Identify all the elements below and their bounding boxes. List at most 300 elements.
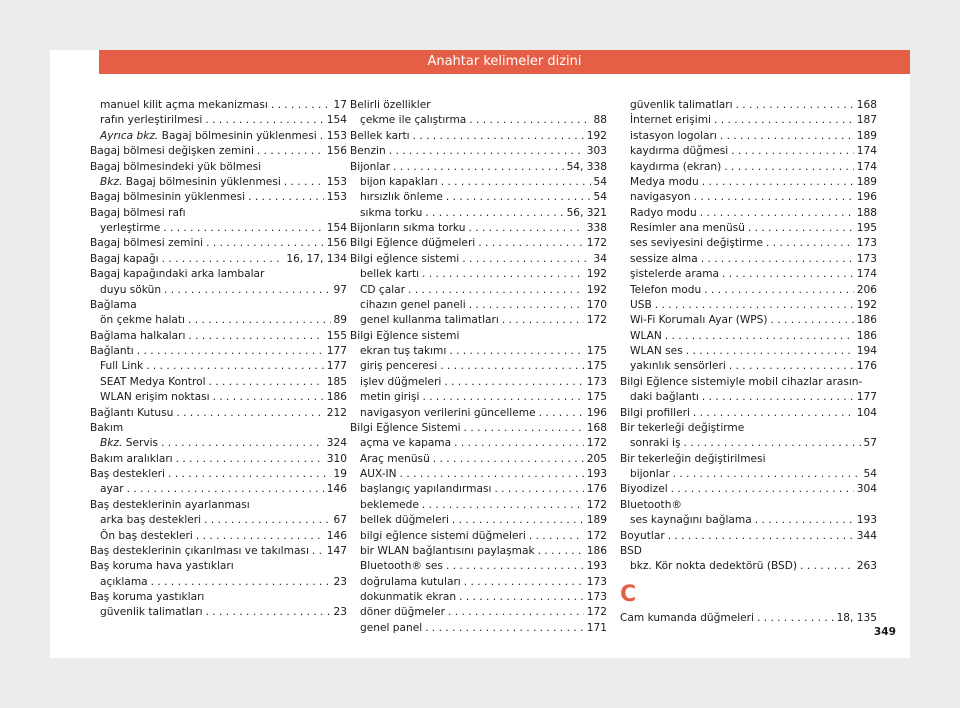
index-entry-page: 54 <box>863 468 877 480</box>
index-entry-text: ses seviyesini değiştirme <box>630 237 763 250</box>
index-entry-page: 189 <box>856 175 877 188</box>
index-column-3-part-b <box>620 611 877 626</box>
index-entry-page: 194 <box>856 345 877 357</box>
dot-leader <box>127 482 324 497</box>
dot-leader <box>502 313 584 328</box>
index-entry-page: 189 <box>856 129 877 142</box>
index-entry-term <box>90 252 159 267</box>
dot-leader <box>686 344 854 359</box>
index-entry-term <box>630 344 683 359</box>
index-heading: Baş desteklerinin ayarlanması <box>90 498 250 511</box>
dot-leader <box>722 267 854 282</box>
index-entry-page: 89 <box>333 314 347 327</box>
index-entry <box>350 452 607 467</box>
index-header-bar: Anahtar kelimeler dizini <box>99 50 910 74</box>
index-entry <box>90 190 347 205</box>
index-entry <box>620 298 877 313</box>
index-entry-text: navigasyon <box>630 191 691 204</box>
index-entry <box>90 406 347 421</box>
index-entry-page: 175 <box>586 345 607 357</box>
index-entry-page: 97 <box>333 283 347 296</box>
index-entry <box>620 98 877 113</box>
index-entry <box>620 406 877 421</box>
index-entry-text: Bağlantı <box>90 345 134 357</box>
index-entry-page: 56, 321 <box>566 206 607 219</box>
index-entry-page: 34 <box>593 252 607 265</box>
index-entry-term <box>100 359 143 374</box>
index-entry-page: 186 <box>856 314 877 327</box>
index-entry-page: 187 <box>856 114 877 127</box>
index-entry <box>350 605 607 620</box>
index-entry <box>90 344 347 359</box>
dot-leader <box>257 144 324 159</box>
index-entry <box>350 144 607 159</box>
index-entry-term <box>90 190 245 205</box>
index-entry <box>620 160 877 175</box>
index-entry-text: Benzin <box>350 145 386 158</box>
index-entry-page: 172 <box>586 437 607 450</box>
index-entry-term <box>630 113 711 128</box>
index-entry-term <box>360 621 422 636</box>
index-entry-page: 196 <box>586 406 607 419</box>
index-entry <box>620 236 877 251</box>
index-entry-page: 172 <box>586 529 607 542</box>
dot-leader <box>454 436 584 451</box>
index-entry-text: Baş desteklerinin çıkarılması ve takılması <box>90 544 309 557</box>
index-entry-term <box>360 406 536 421</box>
index-entry <box>350 467 607 482</box>
index-entry-page: 173 <box>586 575 607 588</box>
index-entry-text: şistelerde arama <box>630 268 720 281</box>
dot-leader <box>137 344 324 359</box>
index-entry-text: Full Link <box>100 360 144 373</box>
index-entry-text: Araç menüsü <box>360 452 430 465</box>
index-entry-page: 156 <box>326 237 347 250</box>
index-column-3-part-a <box>620 98 877 575</box>
index-entry-text: beklemede <box>360 498 419 511</box>
index-entry-page: 188 <box>856 206 877 219</box>
index-entry <box>350 513 607 528</box>
index-entry <box>350 252 607 267</box>
index-entry-term <box>100 575 148 590</box>
index-entry <box>350 559 607 574</box>
index-entry <box>90 98 347 113</box>
index-entry-text: kaydırma (ekran) <box>630 160 722 173</box>
index-entry-term <box>100 129 317 144</box>
dot-leader <box>701 252 854 267</box>
index-entry-term <box>630 436 680 451</box>
index-entry-page: 67 <box>333 514 347 527</box>
dot-leader <box>284 175 324 190</box>
index-entry-text: Baş destekleri <box>90 468 165 480</box>
index-entry-page: 172 <box>586 314 607 327</box>
dot-leader <box>671 482 854 497</box>
index-entry <box>350 498 607 513</box>
dot-leader <box>724 160 854 175</box>
index-entry-text: Telefon modu <box>630 283 702 296</box>
index-entry-page: 155 <box>326 329 347 342</box>
index-entry <box>90 129 347 144</box>
index-entry-text: ses kaynağını bağlama <box>630 514 752 527</box>
index-entry-page: 146 <box>326 483 347 496</box>
index-entry-term <box>360 482 491 497</box>
index-entry <box>620 467 877 482</box>
index-entry-page: 177 <box>326 345 347 357</box>
index-entry-text: genel panel <box>360 621 423 634</box>
index-entry-term <box>630 252 698 267</box>
index-entry <box>90 113 347 128</box>
index-entry-page: 23 <box>333 575 347 588</box>
index-entry-text: giriş penceresi <box>360 360 438 373</box>
index-entry <box>350 421 607 436</box>
index-heading: Baş koruma yastıkları <box>90 591 205 603</box>
index-entry-text: Medya modu <box>630 175 699 188</box>
index-entry-text: bellek düğmeleri <box>360 514 449 527</box>
index-entry-page: 193 <box>586 468 607 480</box>
index-entry-text: WLAN ses <box>630 345 683 357</box>
index-entry <box>350 436 607 451</box>
index-column-3 <box>620 98 877 626</box>
index-entry <box>620 359 877 374</box>
index-entry-page: 186 <box>856 329 877 342</box>
index-entry-page: 324 <box>326 437 347 450</box>
index-entry-term <box>360 467 397 482</box>
dot-leader <box>757 611 834 626</box>
index-entry-term <box>360 390 419 405</box>
dot-leader <box>206 605 331 620</box>
index-entry <box>90 482 347 497</box>
index-entry <box>620 344 877 359</box>
dot-leader <box>204 513 330 528</box>
index-entry-term <box>360 175 438 190</box>
index-entry <box>620 329 877 344</box>
index-entry-page: 172 <box>586 498 607 511</box>
dot-leader <box>441 175 591 190</box>
index-entry-text: navigasyon verilerini güncelleme <box>360 406 536 419</box>
index-entry <box>620 267 877 282</box>
index-entry-page: 173 <box>856 252 877 265</box>
index-entry-term <box>90 329 185 344</box>
dot-leader <box>720 129 854 144</box>
dot-leader <box>162 252 284 267</box>
index-entry-page: 153 <box>326 175 347 188</box>
index-entry-text: daki bağlantı <box>630 391 699 404</box>
index-entry <box>620 482 877 497</box>
index-entry-term <box>360 283 405 298</box>
index-entry-page: 168 <box>856 99 877 111</box>
index-entry-page: 263 <box>856 560 877 573</box>
dot-leader <box>539 406 584 421</box>
index-entry-term <box>360 344 446 359</box>
index-entry <box>350 175 607 190</box>
index-entry-term <box>630 467 670 482</box>
dot-leader <box>146 359 324 374</box>
index-entry-term <box>630 283 701 298</box>
index-entry-term <box>630 221 745 236</box>
index-entry <box>350 359 607 374</box>
index-entry <box>620 436 877 451</box>
index-entry-page: 206 <box>856 283 877 296</box>
index-entry-term <box>360 529 526 544</box>
index-entry <box>90 144 347 159</box>
page-number: 349 <box>873 626 896 638</box>
index-entry-text: genel kullanma talimatları <box>360 314 499 327</box>
index-entry <box>620 206 877 221</box>
index-entry-text: Bluetooth® ses <box>360 560 443 573</box>
index-entry <box>620 559 877 574</box>
index-entry-text: Cam kumanda düğmeleri <box>620 611 754 624</box>
index-entry <box>620 611 877 626</box>
dot-leader <box>196 529 324 544</box>
index-entry-term <box>630 206 697 221</box>
index-entry-page: 154 <box>326 114 347 127</box>
index-entry-term <box>630 313 768 328</box>
index-entry <box>350 129 607 144</box>
dot-leader <box>444 375 583 390</box>
index-entry-term <box>360 513 449 528</box>
dot-leader <box>400 467 584 482</box>
index-entry-term <box>630 190 691 205</box>
index-entry-page: 23 <box>333 606 347 619</box>
dot-leader <box>464 575 584 590</box>
index-entry <box>90 313 347 328</box>
index-entry-term <box>350 160 390 175</box>
index-entry-term <box>350 236 475 251</box>
index-entry-text: manuel kilit açma mekanizması <box>100 99 268 111</box>
index-entry-text: Bilgi Eğlence düğmeleri <box>350 237 476 250</box>
index-entry <box>350 313 607 328</box>
dot-leader <box>168 467 331 482</box>
dot-leader <box>469 298 584 313</box>
index-entry <box>620 313 877 328</box>
dot-leader <box>422 267 584 282</box>
index-entry <box>620 221 877 236</box>
index-entry-text: Bellek kartı <box>350 129 410 142</box>
dot-leader <box>700 206 854 221</box>
dot-leader <box>446 190 591 205</box>
index-entry-text: Bagaj bölmesinin yüklenmesi <box>90 191 246 204</box>
index-entry-page: 177 <box>326 360 347 373</box>
dot-leader <box>271 98 331 113</box>
index-entry <box>620 252 877 267</box>
index-entry-text: Bijonlar <box>350 160 391 173</box>
dot-leader <box>188 329 323 344</box>
index-entry-text: Bagaj bölmesinin yüklenmesi <box>161 129 317 142</box>
dot-leader <box>449 344 583 359</box>
index-heading: Bilgi Eğlence sistemiyle mobil cihazlar arasın- <box>620 375 863 388</box>
dot-leader <box>683 436 860 451</box>
index-entry-page: 153 <box>326 191 347 204</box>
index-entry-term <box>360 206 422 221</box>
dot-leader <box>494 482 583 497</box>
index-entry-term <box>360 590 456 605</box>
index-entry-page: 153 <box>326 129 347 142</box>
index-entry-text: hırsızlık önleme <box>360 191 443 204</box>
index-entry-term <box>630 298 652 313</box>
dot-leader <box>205 113 323 128</box>
index-entry-text: yakınlık sensörleri <box>630 360 726 373</box>
dot-leader <box>748 221 854 236</box>
index-entry-text: doğrulama kutuları <box>360 575 461 588</box>
index-entry-page: 54 <box>593 191 607 204</box>
index-entry-term <box>360 498 419 513</box>
index-entry-text: kaydırma düğmesi <box>630 145 729 158</box>
index-heading: Belirli özellikler <box>350 99 431 111</box>
index-entry-text: CD çalar <box>360 283 406 296</box>
dot-leader <box>448 605 584 620</box>
index-entry-page: 196 <box>856 191 877 204</box>
index-entry-term <box>360 190 443 205</box>
dot-leader <box>702 175 854 190</box>
index-entry-page: 175 <box>586 391 607 404</box>
index-entry-term <box>620 529 665 544</box>
dot-leader <box>702 390 854 405</box>
index-entry-page: 18, 135 <box>836 611 877 624</box>
dot-leader <box>529 529 584 544</box>
index-entry <box>90 513 347 528</box>
dot-leader <box>164 283 330 298</box>
cross-reference-prefix: Bkz. <box>100 175 123 188</box>
index-entry-term <box>630 98 733 113</box>
index-entry-text: Bagaj bölmesi değişken zemini <box>90 145 254 158</box>
index-heading: Bagaj bölmesi rafı <box>90 206 186 219</box>
index-heading: Bluetooth® <box>620 498 683 511</box>
index-entry-text: çekme ile çalıştırma <box>360 114 467 127</box>
dot-leader <box>446 559 584 574</box>
index-entry <box>90 605 347 620</box>
index-entry-text: yerleştirme <box>100 222 161 234</box>
index-entry-term <box>360 559 443 574</box>
index-heading: Baş koruma hava yastıkları <box>90 560 234 573</box>
dot-leader <box>312 544 324 559</box>
index-entry-term <box>360 605 445 620</box>
dot-leader <box>668 529 854 544</box>
index-entry-text: Bijonların sıkma torku <box>350 222 466 234</box>
index-entry-page: 174 <box>856 268 877 281</box>
index-entry-page: 170 <box>586 298 607 311</box>
index-entry-text: bir WLAN bağlantısını paylaşmak <box>360 544 535 557</box>
index-entry-page: 189 <box>586 514 607 527</box>
index-entry-text: bijonlar <box>630 468 670 480</box>
dot-leader <box>151 575 331 590</box>
index-entry <box>90 529 347 544</box>
index-entry-page: 175 <box>586 360 607 373</box>
index-entry-page: 173 <box>856 237 877 250</box>
index-entry-term <box>90 144 254 159</box>
index-entry-text: Bilgi eğlence sistemi <box>350 252 460 265</box>
dot-leader <box>736 98 854 113</box>
index-entry-term <box>100 513 201 528</box>
index-heading: Bagaj kapağındaki arka lambalar <box>90 268 265 281</box>
index-heading: BSD <box>620 544 642 557</box>
index-entry-text: bkz. Kör nokta dedektörü (BSD) <box>630 560 798 573</box>
index-entry-term <box>90 406 173 421</box>
dot-leader <box>693 406 854 421</box>
index-entry-text: döner düğmeler <box>360 606 445 619</box>
dot-leader <box>408 283 584 298</box>
dot-leader <box>213 390 324 405</box>
index-entry <box>350 482 607 497</box>
index-entry-term <box>90 452 173 467</box>
index-entry <box>350 406 607 421</box>
index-entry-page: 54, 338 <box>566 160 607 173</box>
dot-leader <box>694 190 854 205</box>
index-entry <box>350 375 607 390</box>
index-entry-term <box>630 390 699 405</box>
index-entry-text: güvenlik talimatları <box>630 99 733 111</box>
index-entry-term <box>350 129 410 144</box>
index-page <box>50 50 910 658</box>
index-entry-page: 174 <box>856 145 877 158</box>
index-entry <box>350 298 607 313</box>
index-entry-page: 193 <box>856 514 877 527</box>
index-entry-text: güvenlik talimatları <box>100 606 203 619</box>
index-entry <box>350 529 607 544</box>
index-entry-term <box>100 113 202 128</box>
index-entry <box>350 221 607 236</box>
index-entry-page: 192 <box>586 268 607 281</box>
index-heading: Bakım <box>90 421 124 434</box>
index-entry <box>620 175 877 190</box>
index-entry-text: Bilgi Eğlence Sistemi <box>350 421 461 434</box>
index-entry <box>90 329 347 344</box>
index-entry <box>90 390 347 405</box>
index-entry-term <box>360 359 437 374</box>
index-entry <box>620 513 877 528</box>
index-entry-page: 147 <box>326 544 347 557</box>
index-entry-text: bilgi eğlence sistemi düğmeleri <box>360 529 526 542</box>
index-entry-term <box>100 221 160 236</box>
index-entry-term <box>90 344 134 359</box>
index-entry-term <box>350 421 461 436</box>
index-entry-page: 344 <box>856 529 877 542</box>
index-entry-term <box>620 611 754 626</box>
index-entry-term <box>360 575 461 590</box>
index-entry <box>90 252 347 267</box>
index-entry-text: Bağlantı Kutusu <box>90 406 174 419</box>
index-entry-term <box>630 359 726 374</box>
index-entry-page: 17 <box>333 99 347 111</box>
index-entry-term <box>630 267 719 282</box>
index-entry <box>90 375 347 390</box>
index-heading: Bağlama <box>90 298 137 311</box>
index-entry-page: 156 <box>326 145 347 158</box>
index-entry-term <box>350 252 459 267</box>
index-entry-page: 193 <box>586 560 607 573</box>
index-entry-term <box>360 452 430 467</box>
dot-leader <box>464 421 584 436</box>
index-entry-text: ayar <box>100 483 124 496</box>
index-entry <box>90 283 347 298</box>
index-entry-term <box>360 267 419 282</box>
dot-leader <box>459 590 584 605</box>
index-entry-page: 173 <box>586 375 607 388</box>
index-entry-term <box>620 406 690 421</box>
index-entry-text: sonraki iş <box>630 437 681 450</box>
index-entry-page: 154 <box>326 222 347 234</box>
index-entry-text: İnternet erişimi <box>630 114 711 127</box>
dot-leader <box>413 129 584 144</box>
dot-leader <box>452 513 584 528</box>
index-entry-text: Bagaj kapağı <box>90 252 159 265</box>
index-entry-term <box>630 129 717 144</box>
index-entry-page: 186 <box>586 544 607 557</box>
index-entry <box>350 575 607 590</box>
index-entry <box>90 175 347 190</box>
index-entry-term <box>360 298 466 313</box>
index-entry-text: bijon kapakları <box>360 175 438 188</box>
index-entry-text: istasyon logoları <box>630 129 717 142</box>
